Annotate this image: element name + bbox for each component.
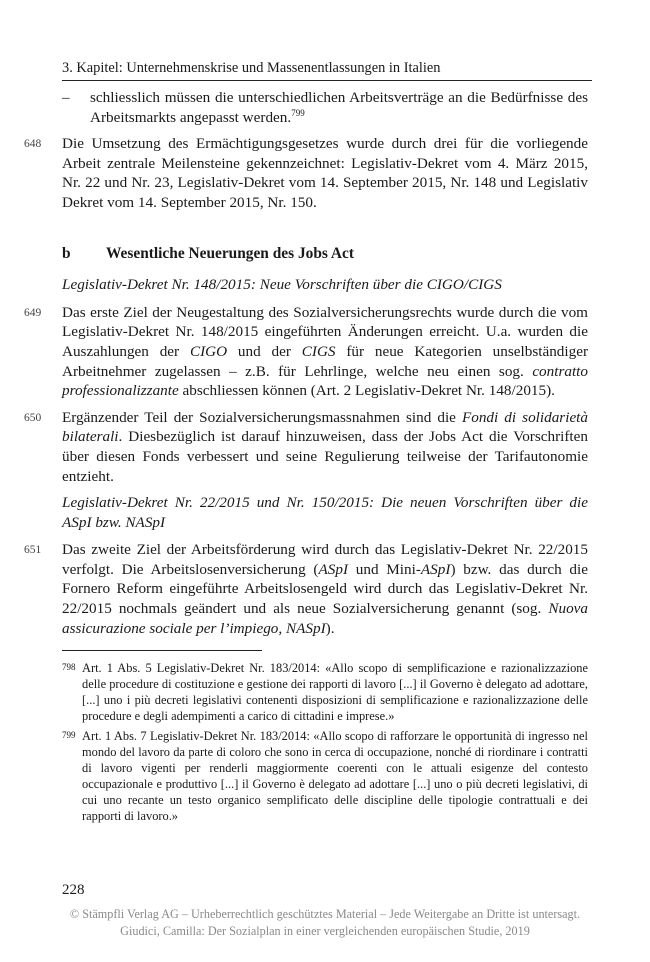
italic-term: CIGS	[301, 342, 336, 360]
margin-number: 650	[24, 411, 42, 424]
paragraph-650	[24, 408, 588, 486]
text-run: und der	[227, 342, 302, 360]
margin-number: 651	[24, 544, 42, 557]
page-number: 228	[62, 882, 85, 898]
paragraph-648	[24, 134, 588, 212]
italic-term: CIGO	[189, 342, 228, 360]
italic-term: ASpI	[420, 560, 451, 578]
section-heading	[62, 244, 588, 264]
footnote-ref-799[interactable]: 799	[291, 107, 305, 118]
margin-number: 648	[24, 138, 42, 151]
main-text	[24, 88, 588, 645]
text-run: ) bzw. das durch die Fornero Reform eingeführte Arbeitslosengeld wird durch das Legislativ-Dekret Nr. 22/2015 nochmals geändert und als neue Sozialversicherung genannt (sog.	[62, 560, 588, 618]
dash-item-text	[90, 88, 588, 127]
section-letter: b	[62, 244, 71, 262]
section-title: Wesentliche Neuerungen des Jobs Act	[106, 244, 354, 262]
subheading-aspi-naspi: Legislativ-Dekret Nr. 22/2015 und Nr. 150/2015: Die neuen Vorschriften über die ASpI bzw. NASpI	[62, 494, 588, 531]
footnote-number: 799	[62, 730, 76, 740]
text-run: Das erste Ziel der Neugestaltung des Sozialversicherungsrechts wurde durch die vom Legislativ-Dekret Nr. 148/2015 eingeführten Änderungen erreicht. U.a. wurden die Auszahlungen der	[62, 303, 588, 360]
citation-line: Giudici, Camilla: Der Sozialplan in einer vergleichenden europäischen Studie, 2019	[120, 924, 530, 938]
text-run: abschliessen können (Art. 2 Legislativ-Dekret Nr. 148/2015).	[178, 382, 555, 400]
footnote-798	[62, 660, 588, 724]
paragraph-651	[24, 540, 588, 638]
footnote-rule	[62, 650, 262, 651]
italic-term: Nuova assicurazione sociale per l’impiego, NASpI	[62, 600, 588, 637]
text-run: Das zweite Ziel der Arbeitsförderung wird durch das Legislativ-Dekret Nr. 22/2015 verfolgt. Die Arbeitslosenversicherung (	[62, 541, 588, 578]
text-run: ).	[325, 619, 335, 637]
text-run: . Diesbezüglich ist darauf hinzuweisen, dass der Jobs Act die Vorschriften über diesen Fonds verbessert und seine Regulierung teilweise der Tarifautonomie entzieht.	[62, 428, 588, 485]
footnote-number: 798	[62, 662, 76, 672]
footnote-799	[62, 728, 588, 824]
footnote-text: Art. 1 Abs. 7 Legislativ-Dekret Nr. 183/2014: «Allo scopo di rafforzare le opportunità di ingresso nel mondo del lavoro da parte di coloro che sono in cerca di occupazione, nonché di riordinare i contratti di lavoro vigenti per renderli maggiormente coerenti con le attuali esigenze del contesto occupazionale e produttivo [...] il Governo è delegato ad adottare [...] uno o più decreti legislativi, di cui uno recante un testo organico semplificato delle discipline delle tipologie contrattuali e dei rapporti di lavoro.»	[82, 729, 588, 823]
running-head: 3. Kapitel: Unternehmenskrise und Massenentlassungen in Italien	[62, 58, 592, 81]
italic-term: contratto professionalizzante	[62, 362, 588, 400]
paragraph-text: Die Umsetzung des Ermächtigungsgesetzes wurde durch drei für die vorliegende Arbeit zentrale Meilensteine gekennzeichnet: Legislativ-Dekret vom 4. März 2015, Nr. 22 und Nr. 23, Legislativ-Dekret vom 14. September 2015, Nr. 148 und Legislativ Dekret vom 14. September 2015, Nr. 150.	[62, 135, 588, 211]
dash-mark: –	[62, 89, 70, 106]
margin-number: 649	[24, 306, 42, 319]
copyright-line: © Stämpfli Verlag AG – Urheberrechtlich geschütztes Material – Jede Weitergabe an Dritte ist untersagt.	[69, 907, 581, 921]
subheading-cigo-cigs: Legislativ-Dekret Nr. 148/2015: Neue Vorschriften über die CIGO/CIGS	[62, 276, 502, 294]
dash-list-item	[62, 88, 588, 127]
dash-item-body: schliesslich müssen die unterschiedlichen Arbeitsverträge an die Bedürfnisse des Arbeitsmarkts angepasst werden.	[90, 89, 588, 126]
italic-term: Fondi di solidarietà bilaterali	[62, 408, 588, 446]
text-run: für neue Kategorien unselbständiger Arbeitnehmer zugelassen – z.B. für Lehrlinge, welche neu einen sog.	[62, 342, 588, 380]
footnotes	[62, 660, 588, 828]
paragraph-649	[24, 303, 588, 401]
footnote-text: Art. 1 Abs. 5 Legislativ-Dekret Nr. 183/2014: «Allo scopo di semplificazione e razionalizzazione delle procedure di costituzione e gestione dei rapporti di lavoro [...] il Governo è delegato ad adottare, [...] uno i più decreti legislativi contenenti disposizioni di semplificazione e razionalizzazione delle procedure e degli adempimenti a carico di cittadini e imprese.»	[82, 661, 588, 723]
text-run: und Mini-	[348, 560, 421, 578]
copyright-notice	[0, 906, 650, 940]
italic-term: ASpI	[318, 560, 349, 578]
text-run: Ergänzender Teil der Sozialversicherungsmassnahmen sind die	[62, 408, 462, 426]
